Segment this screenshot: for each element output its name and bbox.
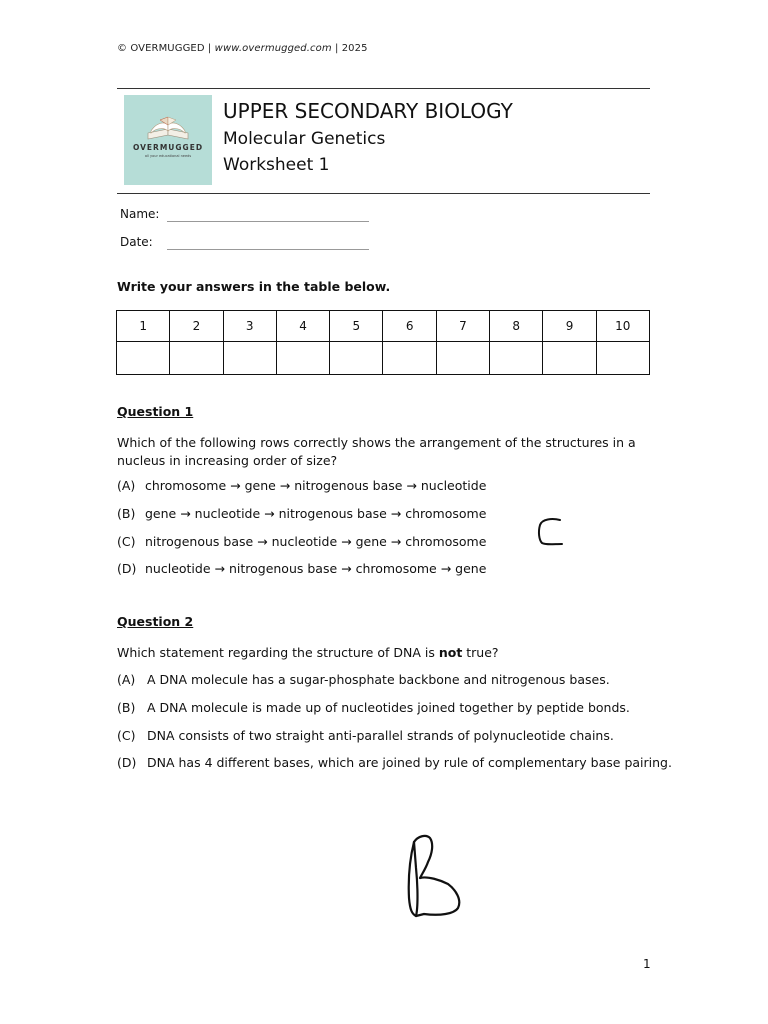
name-field[interactable]	[167, 221, 369, 222]
option-letter: (B)	[117, 506, 136, 521]
option-text: A DNA molecule is made up of nucleotides joined together by peptide bonds.	[147, 700, 630, 715]
answer-cell[interactable]	[490, 342, 543, 375]
option-text: DNA consists of two straight anti-parallel strands of polynucleotide chains.	[147, 728, 614, 743]
column-header: 10	[596, 311, 649, 342]
option-letter: (C)	[117, 728, 136, 743]
option-letter: (D)	[117, 755, 137, 770]
question-2-text-start: Which statement regarding the structure of DNA is	[117, 645, 439, 660]
top-rule	[117, 88, 650, 89]
name-label: Name:	[120, 207, 160, 221]
option-text: A DNA molecule has a sugar-phosphate backbone and nitrogenous bases.	[147, 672, 610, 687]
question-2-heading: Question 2	[117, 614, 194, 629]
date-field[interactable]	[167, 249, 369, 250]
subject-title: UPPER SECONDARY BIOLOGY	[223, 99, 513, 123]
question-2-text	[117, 644, 657, 662]
website-link[interactable]: www.overmugged.com	[214, 43, 332, 54]
column-header: 6	[383, 311, 436, 342]
answer-cell[interactable]	[543, 342, 596, 375]
column-header: 2	[170, 311, 223, 342]
answer-table-header-row	[117, 311, 650, 342]
answer-cell[interactable]	[117, 342, 170, 375]
worksheet-title: Worksheet 1	[223, 155, 330, 175]
handwritten-answer-b	[400, 828, 472, 924]
option-text: chromosome → gene → nitrogenous base → nucleotide	[145, 478, 487, 493]
page-number: 1	[643, 957, 651, 971]
column-header: 1	[117, 311, 170, 342]
question-2-option-c	[117, 728, 614, 743]
answer-cell[interactable]	[436, 342, 489, 375]
question-1-heading: Question 1	[117, 404, 194, 419]
option-text: nitrogenous base → nucleotide → gene → chromosome	[145, 534, 487, 549]
option-letter: (B)	[117, 700, 136, 715]
column-header: 9	[543, 311, 596, 342]
column-header: 8	[490, 311, 543, 342]
answer-cell[interactable]	[596, 342, 649, 375]
question-1-option-d	[117, 561, 486, 576]
column-header: 7	[436, 311, 489, 342]
option-letter: (C)	[117, 534, 136, 549]
option-letter: (A)	[117, 672, 136, 687]
question-1-option-c	[117, 534, 486, 549]
topic-title: Molecular Genetics	[223, 129, 386, 149]
question-2-emphasis: not	[438, 645, 463, 660]
question-2-option-a	[117, 672, 610, 687]
date-label: Date:	[120, 235, 153, 249]
question-1-text: Which of the following rows correctly shows the arrangement of the structures in a nucleus in increasing order of size?	[117, 435, 636, 468]
option-letter: (A)	[117, 478, 136, 493]
question-2-option-d	[117, 755, 672, 770]
question-1-option-a	[117, 478, 486, 493]
question-2-text-end: true?	[462, 645, 499, 660]
answer-cell[interactable]	[276, 342, 329, 375]
option-text: DNA has 4 different bases, which are joined by rule of complementary base pairing.	[147, 755, 672, 770]
logo-tagline: all your educational needs	[144, 154, 192, 158]
copyright-year: | 2025	[331, 43, 368, 54]
option-text: nucleotide → nitrogenous base → chromosome → gene	[145, 561, 487, 576]
open-book-icon	[124, 95, 212, 141]
option-text: gene → nucleotide → nitrogenous base → chromosome	[145, 506, 487, 521]
answer-table-answer-row	[117, 342, 650, 375]
answer-cell[interactable]	[383, 342, 436, 375]
column-header: 3	[223, 311, 276, 342]
answer-table	[116, 310, 650, 375]
bottom-rule	[117, 193, 650, 194]
instruction-text: Write your answers in the table below.	[117, 279, 391, 294]
answer-cell[interactable]	[223, 342, 276, 375]
answer-cell[interactable]	[170, 342, 223, 375]
question-2-option-b	[117, 700, 630, 715]
copyright-text: © OVERMUGGED |	[117, 43, 215, 54]
answer-cell[interactable]	[330, 342, 383, 375]
logo-name: OVERMUGGED	[132, 143, 204, 152]
copyright-line	[117, 43, 368, 54]
question-1-option-b	[117, 506, 486, 521]
handwritten-answer-c	[530, 512, 570, 552]
column-header: 4	[276, 311, 329, 342]
logo	[124, 95, 212, 185]
column-header: 5	[330, 311, 383, 342]
option-letter: (D)	[117, 561, 137, 576]
